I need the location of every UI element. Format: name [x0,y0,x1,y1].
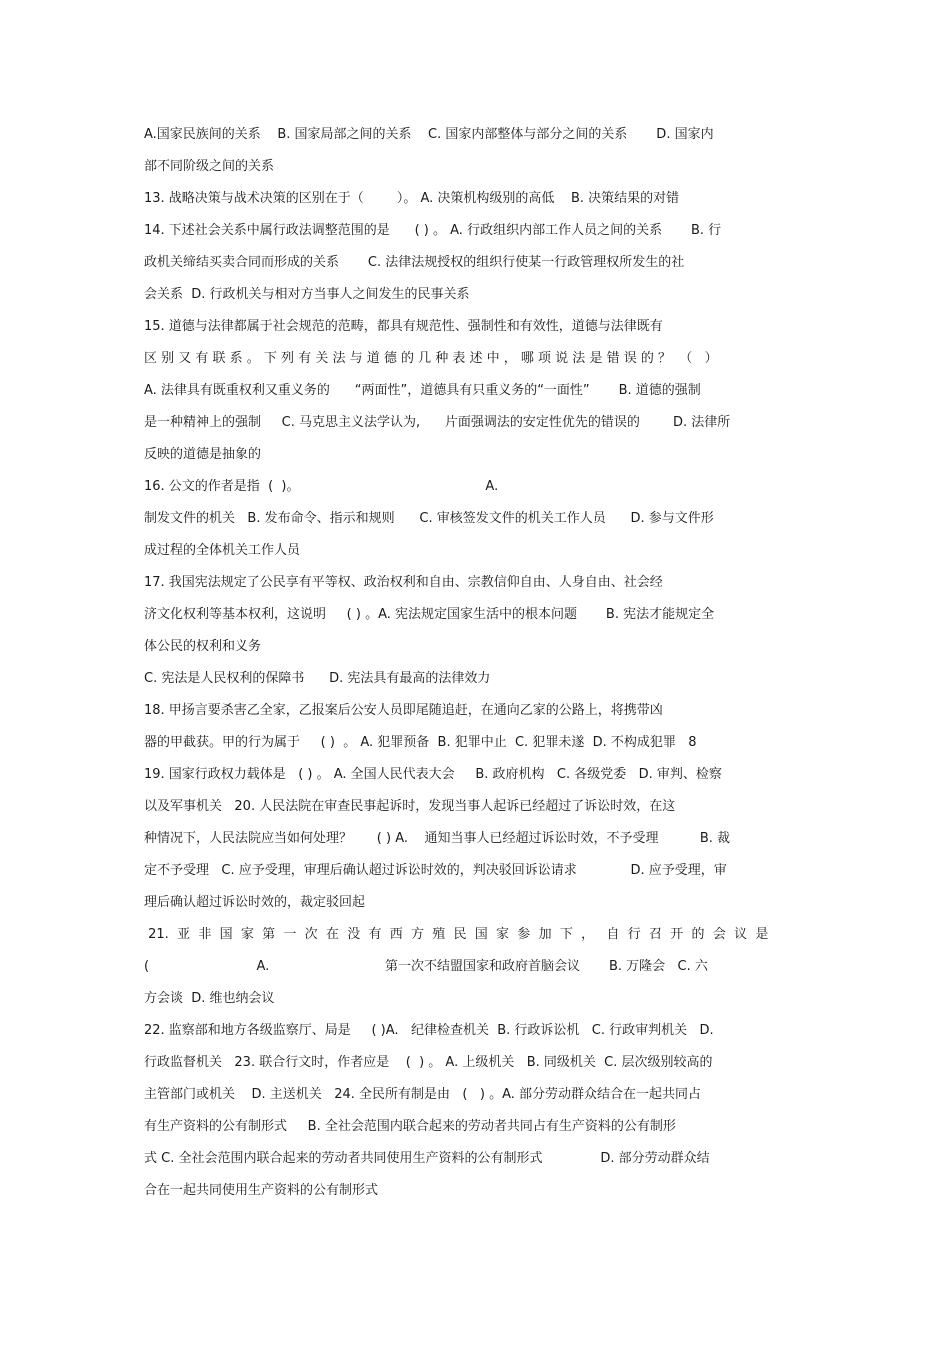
text-line: 16. 公文的作者是指 ( )。 A. [144,479,499,494]
text-line: 制发文件的机关 B. 发布命令、指示和规则 C. 审核签发文件的机关工作人员 D. 参与文件形 [144,511,714,526]
text-line: 17. 我国宪法规定了公民享有平等权、政治权利和自由、宗教信仰自由、人身自由、社会经 [144,575,663,590]
text-line: 理后确认超过诉讼时效的，裁定驳回起 [144,895,366,910]
text-line: 主管部门或机关 D. 主送机关 24. 全民所有制是由 ( ) 。A. 部分劳动群众结合在一起共同占 [144,1087,702,1102]
text-line: 行政监督机关 23. 联合行文时，作者应是 ( ) 。 A. 上级机关 B. 同级机关 C. 层次级别较高的 [144,1055,713,1070]
text-line: 济文化权利等基本权利，这说明 ( ) 。A. 宪法规定国家生活中的根本问题 B. 宪法才能规定全 [144,607,715,622]
text-line: 22. 监察部和地方各级监察厅、局是 ( )A. 纪律检查机关 B. 行政诉讼机 C. 行政审判机关 D. [144,1023,714,1038]
text-line: 13. 战略决策与战术决策的区别在于（ ）。 A. 决策机构级别的高低 B. 决策结果的对错 [144,191,680,206]
text-line: 合在一起共同使用生产资料的公有制形式 [144,1183,379,1198]
text-line: 19. 国家行政权力载体是 ( ) 。 A. 全国人民代表大会 B. 政府机构 C. 各级党委 D. 审判、检察 [144,767,722,782]
text-line: 会关系 D. 行政机关与相对方当事人之间发生的民事关系 [144,287,470,302]
text-line: 以及军事机关 20. 人民法院在审查民事起诉时，发现当事人起诉已经超过了诉讼时效，在这 [144,799,676,814]
text-line: 方会谈 D. 维也纳会议 [144,991,275,1006]
text-line: 18. 甲扬言要杀害乙全家，乙报案后公安人员即尾随追赶，在通向乙家的公路上，将携带凶 [144,703,663,718]
text-line: 政机关缔结买卖合同而形成的关系 C. 法律法规授权的组织行使某一行政管理权所发生的社 [144,255,685,270]
text-line: A.国家民族间的关系 B. 国家局部之间的关系 C. 国家内部整体与部分之间的关系 D. 国家内 [144,127,714,142]
text-line: A. 法律具有既重权利又重义务的 “两面性”，道德具有只重义务的“一面性” B. 道德的强制 [144,383,701,398]
text-line: 体公民的权利和义务 [144,639,262,654]
text-line: 有生产资料的公有制形式 B. 全社会范围内联合起来的劳动者共同占有生产资料的公有制形 [144,1119,676,1134]
text-line: 种情况下，人民法院应当如何处理？ ( ) A. 通知当事人已经超过诉讼时效，不予受理 B. 裁 [144,831,731,846]
text-line: 15. 道德与法律都属于社会规范的范畴，都具有规范性、强制性和有效性，道德与法律既有 [144,319,663,334]
text-line: 21. 亚 非 国 家 第 一 次 在 没 有 西 方 殖 民 国 家 参 加 下 ， 自 行 召 开 的 会 议 是 [144,927,769,942]
text-line: C. 宪法是人民权利的保障书 D. 宪法具有最高的法律效力 [144,671,491,686]
text-line: 区 别 又 有 联 系 。 下 列 有 关 法 与 道 德 的 几 种 表 述 中 ， 哪 项 说 法 是 错 误 的 ？ （ ） [144,351,718,366]
text-line: ( A. 第一次不结盟国家和政府首脑会议 B. 万隆会 C. 六 [144,959,708,974]
text-line: 器的甲截获。甲的行为属于 ( ) 。 A. 犯罪预备 B. 犯罪中止 C. 犯罪未遂 D. 不构成犯罪 8 [144,735,697,750]
text-line: 定不予受理 C. 应予受理，审理后确认超过诉讼时效的，判决驳回诉讼请求 D. 应予受理，审 [144,863,727,878]
text-line: 部不同阶级之间的关系 [144,159,275,174]
text-line: 是一种精神上的强制 C. 马克思主义法学认为, 片面强调法的安定性优先的错误的 D. 法律所 [144,415,731,430]
text-line: 14. 下述社会关系中属行政法调整范围的是 ( ) 。 A. 行政组织内部工作人员之间的关系 B. 行 [144,223,722,238]
text-line: 成过程的全体机关工作人员 [144,543,301,558]
text-line: 反映的道德是抽象的 [144,447,262,462]
text-line: 式 C. 全社会范围内联合起来的劳动者共同使用生产资料的公有制形式 D. 部分劳动群众结 [144,1151,710,1166]
